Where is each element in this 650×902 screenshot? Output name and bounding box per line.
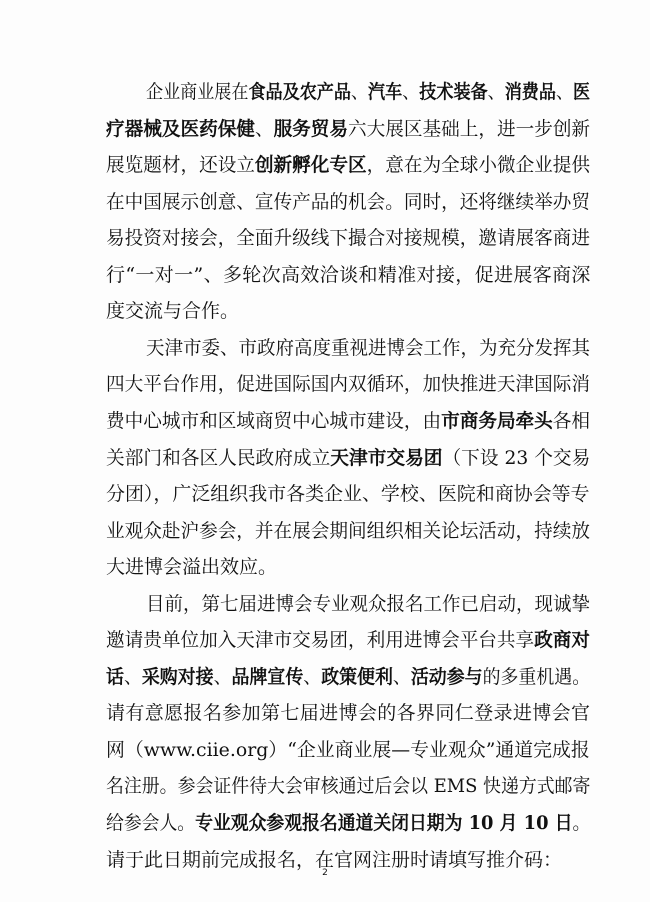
- text-run: 各相: [552, 409, 591, 432]
- text-run: 、: [303, 665, 322, 688]
- emphasis-text: 创新孵化专区: [254, 154, 367, 177]
- emphasis-text: 天津市交易团: [330, 446, 443, 469]
- text-line: [146, 330, 590, 366]
- text-run: 六大展区基础上，进一步创新: [348, 117, 591, 140]
- text-run: 费中心城市和区域商贸中心城市建设，由: [106, 409, 442, 432]
- text-run: 关部门和各区人民政府成立: [106, 446, 331, 469]
- text-run: ，意在为全球小微企业提供: [366, 154, 591, 177]
- text-run: 、: [123, 665, 142, 688]
- emphasis-text: 采购对接: [141, 665, 214, 688]
- emphasis-text: 疗器械及医药保健: [106, 117, 255, 140]
- text-run: 四大平台作用，促进国际国内双循环，加快推进天津国际消: [106, 373, 591, 396]
- text-line: [106, 293, 239, 329]
- text-line: [106, 513, 590, 549]
- text-run: 企业商业展在: [146, 81, 249, 103]
- text-run: 大进博会溢出效应。: [106, 556, 278, 579]
- emphasis-text: 品牌宣传: [231, 665, 304, 688]
- text-run: 给参会人。: [106, 812, 196, 834]
- text-run: 。: [572, 812, 591, 834]
- text-line: [106, 805, 590, 841]
- emphasis-text: 技术装备: [419, 81, 488, 103]
- text-run: 在中国展示创意、宣传产品的机会。同时，还将继续举办贸: [106, 190, 591, 213]
- text-run: 邀请贵单位加入天津市交易团，利用进博会平台共享: [106, 629, 535, 652]
- text-line: [106, 622, 590, 658]
- text-line: [146, 74, 590, 110]
- text-line: [106, 111, 590, 147]
- emphasis-text: 政策便利: [321, 665, 393, 688]
- text-run: 展览题材，还设立: [106, 154, 255, 177]
- text-run: 请于此日期前完成报名，在官网注册时请填写推介码：: [106, 848, 563, 871]
- emphasis-text: 市商务局牵头: [441, 409, 553, 432]
- text-line: [106, 403, 590, 439]
- text-run: 、: [350, 81, 369, 103]
- text-run: 、: [254, 117, 274, 140]
- text-run: 、: [555, 81, 574, 103]
- text-run: （下设 23 个交易: [442, 446, 591, 469]
- text-run: 、: [213, 665, 232, 688]
- emphasis-text: 话: [106, 665, 124, 688]
- emphasis-text: 政商对: [534, 629, 591, 652]
- text-line: [106, 659, 590, 695]
- text-run: 请有意愿报名参加第七届进博会的各界同仁登录进博会官: [106, 702, 591, 725]
- text-line: [106, 549, 277, 585]
- text-line: [106, 695, 590, 731]
- text-run: 网（www.ciie.org）“企业商业展—专业观众”通道完成报: [106, 738, 590, 761]
- text-line: [106, 768, 590, 804]
- emphasis-text: 汽车: [368, 81, 403, 103]
- emphasis-text: 医: [573, 81, 591, 103]
- text-run: 、: [487, 81, 505, 103]
- text-line: [106, 732, 590, 768]
- emphasis-text: 消费品: [504, 81, 556, 103]
- text-run: 度交流与合作。: [106, 300, 240, 323]
- text-line: [106, 147, 590, 183]
- emphasis-text: 食品及农产品: [248, 81, 351, 103]
- page-number: 2: [322, 868, 328, 878]
- text-line: [106, 220, 590, 256]
- text-line: [106, 366, 590, 402]
- text-run: 分团），广泛组织我市各类企业、学校、医院和商协会等专: [106, 483, 590, 506]
- text-run: 的多重机遇。: [482, 665, 591, 688]
- emphasis-text: 活动参与: [410, 665, 483, 688]
- emphasis-text: 专业观众参观报名通道关闭日期为 10 月 10 日: [195, 812, 573, 834]
- emphasis-text: 服务贸易: [273, 117, 349, 140]
- text-run: 业观众赴沪参会，并在展会期间组织相关论坛活动，持续放: [106, 519, 591, 542]
- text-line: [106, 440, 590, 476]
- text-run: 天津市委、市政府高度重视进博会工作，为充分发挥其: [146, 336, 591, 359]
- text-run: 目前，第七届进博会专业观众报名工作已启动，现诚挚: [146, 592, 591, 615]
- text-run: 行“一对一”、多轮次高效洽谈和精准对接，促进展客商深: [106, 263, 591, 286]
- text-line: [106, 257, 591, 293]
- text-run: 名注册。参会证件待大会审核通过后会以 EMS 快递方式邮寄: [106, 775, 591, 798]
- text-line: [106, 184, 590, 220]
- text-run: 、: [402, 81, 420, 103]
- text-run: 易投资对接会，全面升级线下撮合对接规模，邀请展客商进: [106, 227, 591, 250]
- text-run: 、: [392, 665, 411, 688]
- text-line: [106, 476, 590, 512]
- text-line: [146, 586, 590, 622]
